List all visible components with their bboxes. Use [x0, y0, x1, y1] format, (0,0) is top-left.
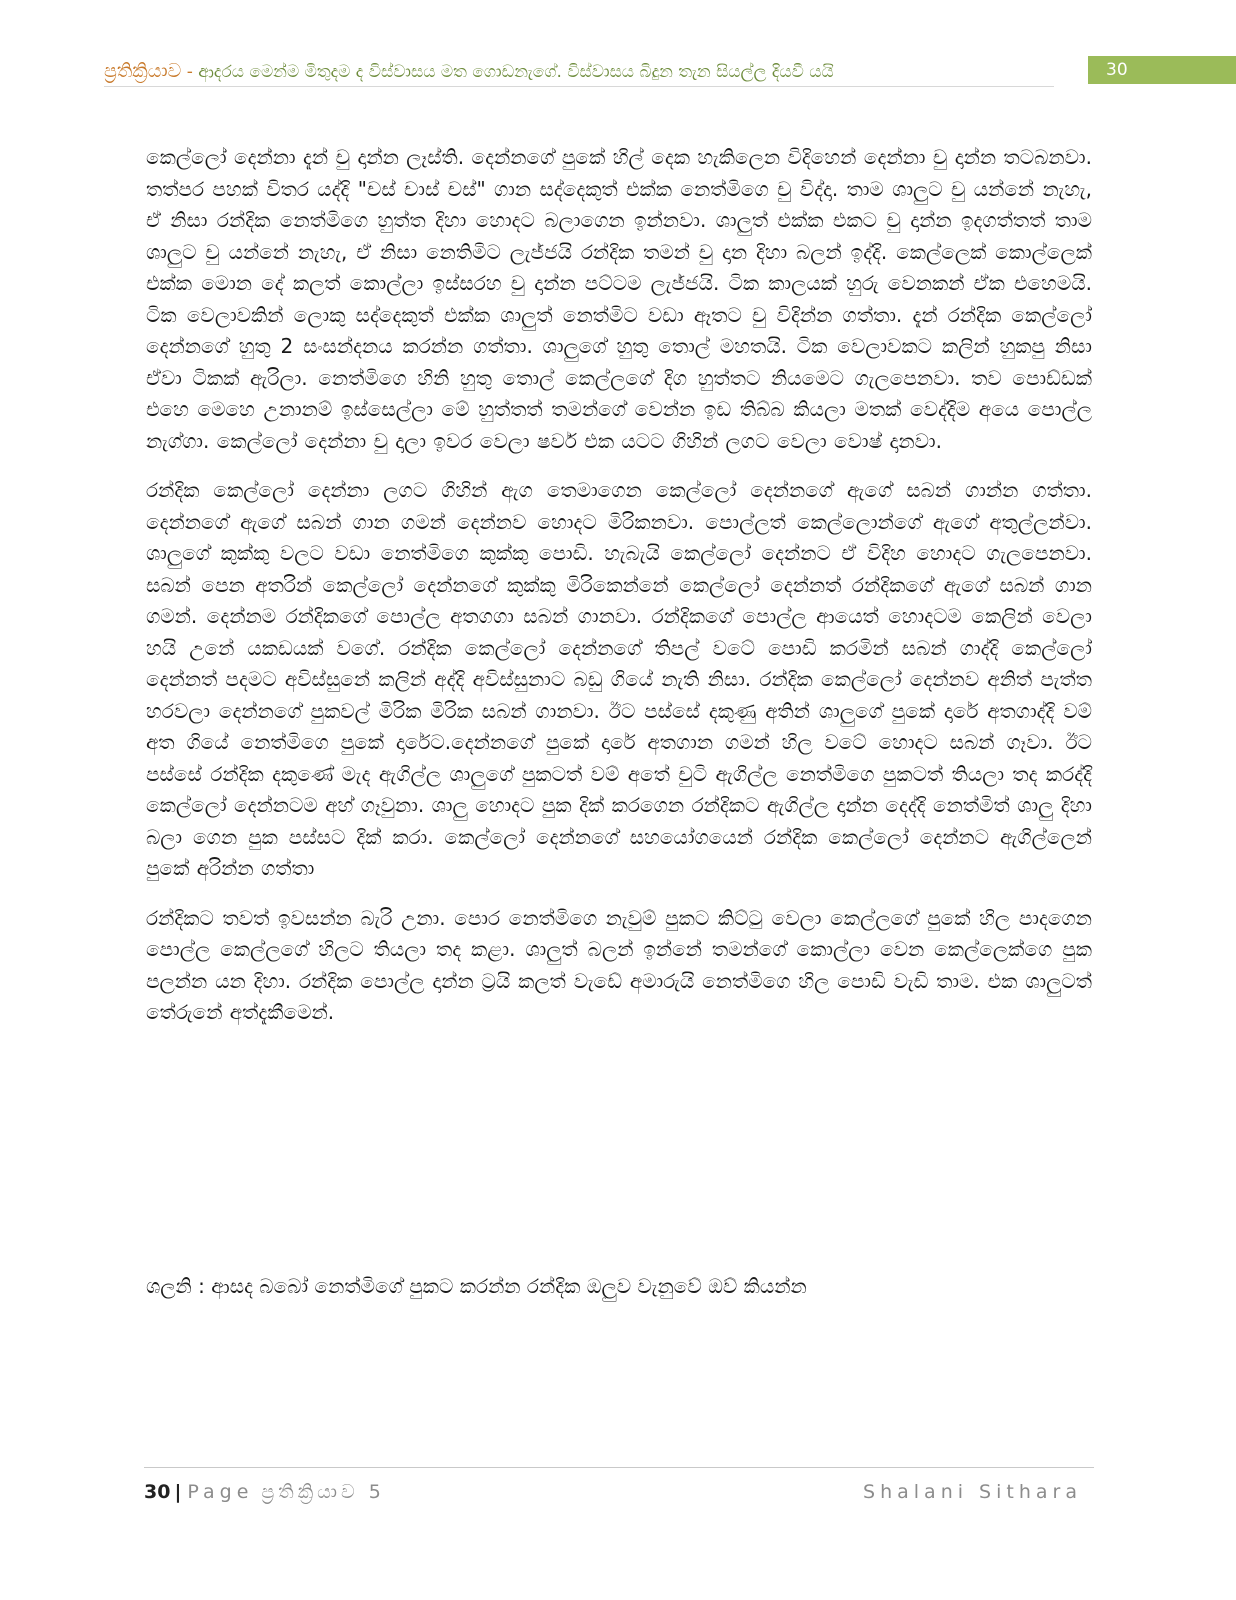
dialogue-line: ශලනි : ආසද බබෝ නෙත්මිගේ පුකට කරන්න රන්දික ඔලුව වැනුවේ ඔව් කියන්න [146, 1274, 807, 1298]
paragraph-3: රන්දිකට තවත් ඉවසන්න බැරි උනා. පොර නෙත්මිගෙ නැවුම් පුකට කිට්ටු වෙලා කෙල්ලගේ පුකේ හිල පාදගෙන පොල්ල කෙල්ලගේ හිලට තියලා තද කළා. ශාලුත් බලන් ඉන්නේ තමන්ගේ කොල්ලා වෙන කෙල්ලෙක්ගෙ පුක පලන්න යන දිහා. රන්දික පොල්ල දාන්න ට්‍රයි කලත් වැඩේ අමාරුයි නෙත්මිගෙ හිල පොඩි වැඩි තාම. එක ශාලුටත් තේරුනේ අත්දැකීමෙන්. [146, 905, 1092, 1024]
header-divider [104, 86, 1054, 87]
paragraph-2: රන්දික කෙල්ලෝ දෙන්නා ලගට ගිහින් ඇග තෙමාගෙන කෙල්ලෝ දෙන්නගේ ඇගේ සබන් ගාන්න ගත්තා. දෙන්නගේ ඇගේ සබන් ගාන ගමන් දෙන්නව හොදට මිරිකනවා. පොල්ලත් කෙල්ලොන්ගේ ඇගේ අතුල්ලන්වා. ශාලුගේ කුක්කු වලට වඩා නෙත්මිගෙ කුක්කු පොඩි. හැබැයි කෙල්ලෝ දෙන්නට ඒ විදිහ හොදට ගැලපෙනවා. සබන් පෙන අතරින් කෙල්ලෝ දෙන්නගේ කුක්කු මිරිකෙන්නේ කෙල්ලෝ දෙන්නත් රන්දිකගේ ඇගේ සබන් ගාන ගමන්. දෙන්නම රන්දිකගේ පොල්ල අතගගා සබන් ගානවා. රන්දිකගේ පොල්ල ආයෙත් හොදටම කෙලින් වෙලා හයි උනේ යකඩයක් වගේ. රන්දික කෙල්ලෝ දෙන්නගේ තිපල් වටේ පොඩි කරමින් සබන් ගාද්දි කෙල්ලෝ දෙන්නත් පදමට අවිස්සුනේ කලින් අද්දි අවිස්සුනාට බඩු ගියේ නැති නිසා. රන්දික කෙල්ලෝ දෙන්නව අනිත් පැත්ත හරවලා දෙන්නගේ පුකවල් මිරික මිරික සබන් ගානවා. ඊට පස්සේ දකුණු අතින් ශාලුගේ පුකේ දාරේ අතගාද්දි වම් අත ගියේ නෙත්මිගෙ පුකේ දාරේට.දෙන්නගේ පුකේ දාරේ අතගාන ගමන් හිල වටේ හොදට සබන් ගෑවා. ඊට පස්සේ රන්දික දකුණේ මැද ඇගිල්ල ශාලුගේ පුකටත් වම් අතේ චුටි ඇගිල්ල නෙත්මිගෙ පුකටත් තියලා තද කරද්දි කෙල්ලෝ දෙන්නටම අහ් ගෑවුනා. ශාලු හොදට පුක දික් කරගෙන රන්දිකට ඇගිල්ල දාන්න දෙද්දි නෙත්මිත් ශාලු දිහා බලා ගෙන පුක පස්සට දික් කරා. කෙල්ලෝ දෙන්නගේ සහයෝගයෙන් රන්දික කෙල්ලෝ දෙන්නට ඇගිල්ලෙන් පුකේ අරින්න ගත්තා [146, 478, 1092, 880]
story-body [146, 142, 1092, 1047]
footer-page-word: Page [187, 1481, 254, 1503]
footer-divider [144, 1467, 1094, 1468]
footer-book-title: ප්‍රතික්‍රියාව 5 [261, 1481, 385, 1503]
title-separator: - [181, 62, 199, 82]
page-header [104, 56, 1236, 88]
paragraph-1: කෙල්ලෝ දෙන්නා දැන් චු දාන්න ලෑස්ති. දෙන්නගේ පුකේ හිල් දෙක හැකිලෙන විදිහෙන් දෙන්නා චු දාන්න තටබනවා. තත්පර පහක් විතර යද්දි "චස් චාස් චස්" ගාන සද්දෙකුත් එක්ක නෙත්මිගෙ චු විද්දා. තාම ශාලුට චු යන්නේ නැහැ, ඒ නිසා රන්දික නෙත්මිගෙ හුත්ත දිහා හොදට බලාගෙන ඉන්නවා. ශාලුත් එක්ක එකට චු දාන්න ඉදගත්තත් තාම ශාලුට චු යන්නේ නැහැ, ඒ නිසා නෙතිමිට ලැජ්ජයි රන්දික තමන් චු දාන දිහා බලන් ඉද්දි. කෙල්ලෙක් කොල්ලෙක් එක්ක මොන දේ කලත් කොල්ලා ඉස්සරහ චු දාන්න පට්ටම ලැජ්ජයි. ටික කාලයක් හුරු වෙනකන් ඒක එහෙමයි. ටික වෙලාවකින් ලොකු සද්දෙකුත් එක්ක ශාලුත් නෙත්මිට වඩා ඈතට චු විදින්න ගත්තා. දැන් රන්දික කෙල්ලෝ දෙන්නගේ හුතු 2 සංසන්දනය කරන්න ගත්තා. ශාලුගේ හුතු තොල් මහතයි. ටික වෙලාවකට කලින් හුකපු නිසා ඒවා ටිකක් ඇරිලා. නෙත්මිගෙ හිනි හුතු තොල් කෙල්ලගේ දිග හුත්තට නියමෙට ගැලපෙනවා. තව පොඩ්ඩක් එහෙ මෙහෙ උනානම් ඉස්සෙල්ලා මේ හුත්තත් තමන්ගේ වෙන්න ඉඩ තිබ්බ කියලා මතක් වෙද්දිම අයෙ පොල්ල නැග්ගා. කෙල්ලෝ දෙන්නා චු දාලා ඉවර වෙලා ෂවර් එක යටට ගිහින් ලගට වෙලා වොෂ් දානවා. [146, 145, 1092, 453]
page-number-badge: 30 [1088, 56, 1236, 84]
running-title [104, 58, 1074, 85]
chapter-subtitle: ආදරය මෙන්ම මිතුදම ද විස්වාසය මත ගොඩනැගේ. විස්වාසය බිදුන තැන සියල්ල දියවී යයි [198, 62, 834, 82]
chapter-title: ප්‍රතික්‍රියාව [104, 60, 182, 82]
footer-page-label [144, 1479, 385, 1505]
footer-page-number: 30 [144, 1481, 171, 1503]
footer-author: Shalani Sithara [863, 1481, 1082, 1503]
footer-separator: | [174, 1481, 182, 1503]
